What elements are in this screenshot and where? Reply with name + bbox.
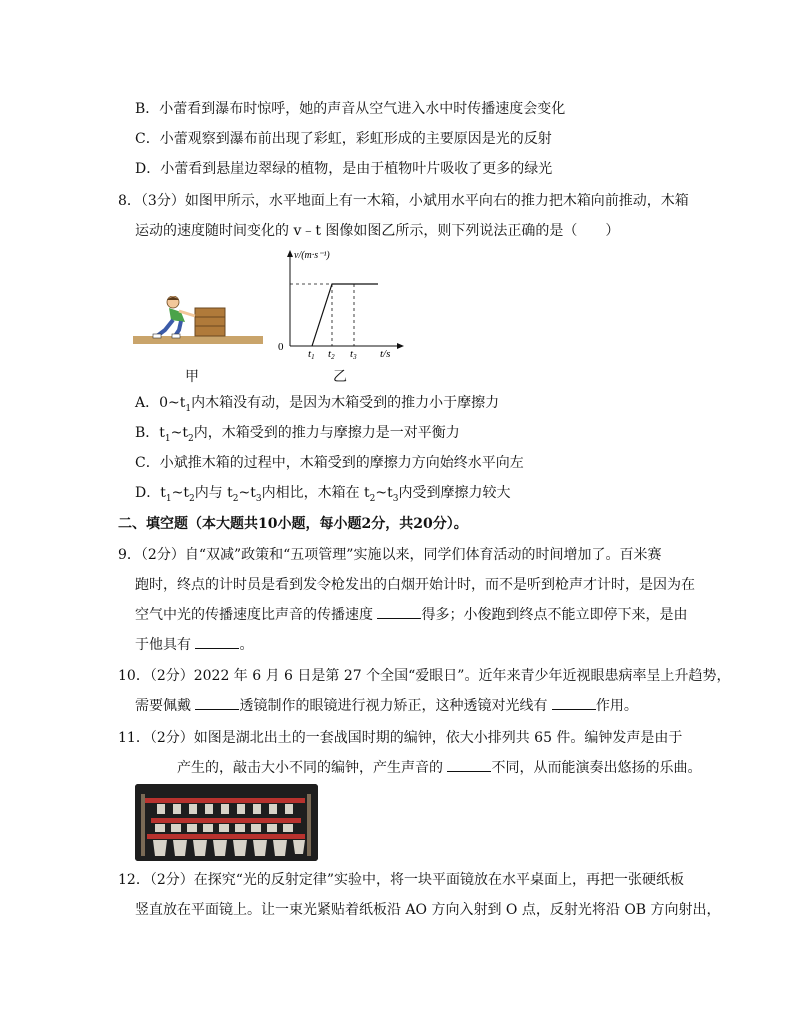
x-axis-arrow-icon — [397, 343, 404, 349]
t1-tick-label: t1 — [308, 348, 315, 361]
q8-stem-line1: 8．（3分）如图甲所示，水平地面上有一木箱，小斌用水平向右的推力把木箱向前推动，木箱 — [118, 193, 689, 209]
y-axis-arrow-icon — [287, 250, 293, 257]
boy-figure — [153, 296, 195, 338]
q8-option-b: B．$t_1\sim t_2$内，木箱受到的推力与摩擦力是一对平衡力 — [135, 425, 460, 444]
q10-line2: 需要佩戴 透镜制作的眼镜进行视力矫正，这种透镜对光线有 作用。 — [135, 698, 638, 714]
q8-option-a: A．$0\sim t_1$内木箱没有动，是因为木箱受到的推力小于摩擦力 — [135, 395, 500, 414]
q11-line2: 产生的，敲击大小不同的编钟，产生声音的 不同，从而能演奏出悠扬的乐曲。 — [177, 760, 702, 776]
q12-line2: 竖直放在平面镜上。让一束光紧贴着纸板沿 AO 方向入射到 O 点，反射光将沿 OB 方向射出， — [135, 902, 721, 918]
q12-line1: 12．（2分）在探究“光的反射定律”实验中，将一块平面镜放在水平桌面上，再把一张硬纸板 — [118, 872, 685, 888]
figure-yi-caption: 乙 — [333, 369, 347, 385]
answer-blank[interactable] — [377, 606, 421, 619]
bells-illustration — [135, 784, 318, 861]
q8-option-d: D．$t_1\sim t_2$内与 $t_2\sim t_3$内相比，木箱在 $t_2\sim t_3$内受到摩擦力较大 — [135, 485, 511, 504]
answer-blank[interactable] — [552, 697, 596, 710]
answer-blank[interactable] — [195, 636, 239, 649]
q10-line1: 10．（2分）2022 年 6 月 6 日是第 27 个全国“爱眼日”。近年来青少年近视眼患病率呈上升趋势， — [118, 668, 731, 684]
figure-jia-caption: 甲 — [185, 369, 199, 385]
velocity-time-graph — [278, 246, 408, 362]
q7-option-b: B．小蕾看到瀑布时惊呼，她的声音从空气进入水中时传播速度会变化 — [135, 101, 566, 117]
y-axis-label: v/(m·s⁻¹) — [294, 250, 330, 261]
answer-blank[interactable] — [195, 697, 239, 710]
q11-line1: 11．（2分）如图是湖北出土的一套战国时期的编钟，依大小排列共 65 件。编钟发声是由于 — [118, 730, 683, 746]
origin-label: 0 — [278, 341, 284, 353]
q9-line4: 于他具有 。 — [135, 637, 254, 653]
t3-tick-label: t3 — [350, 348, 357, 361]
answer-blank[interactable] — [447, 759, 491, 772]
q7-option-c: C．小蕾观察到瀑布前出现了彩虹，彩虹形成的主要原因是光的反射 — [135, 131, 552, 147]
q8-figures — [133, 246, 393, 386]
section-heading: 二、填空题（本大题共10小题，每小题2分，共20分）。 — [118, 516, 468, 532]
q9-line2: 跑时，终点的计时员是看到发令枪发出的白烟开始计时，而不是听到枪声才计时，是因为在 — [135, 577, 695, 593]
q8-stem-line2: 运动的速度随时间变化的 v﹣t 图像如图乙所示，则下列说法正确的是（ ） — [135, 223, 620, 239]
velocity-line — [312, 284, 378, 346]
q9-line1: 9．（2分）自“双减”政策和“五项管理”实施以来，同学们体育活动的时间增加了。百米赛 — [118, 547, 662, 563]
q7-option-d: D．小蕾看到悬崖边翠绿的植物，是由于植物叶片吸收了更多的绿光 — [135, 161, 553, 177]
t2-tick-label: t2 — [328, 348, 335, 361]
x-axis-label: t/s — [380, 348, 391, 360]
q8-option-c: C．小斌推木箱的过程中，木箱受到的摩擦力方向始终水平向左 — [135, 455, 524, 471]
ground — [133, 336, 263, 344]
wooden-box — [195, 308, 225, 336]
q9-line3: 空气中光的传播速度比声音的传播速度 得多；小俊跑到终点不能立即停下来，是由 — [135, 607, 688, 623]
boy-pushing-box-figure — [133, 296, 265, 348]
bianzhong-bells-photo — [135, 784, 318, 861]
